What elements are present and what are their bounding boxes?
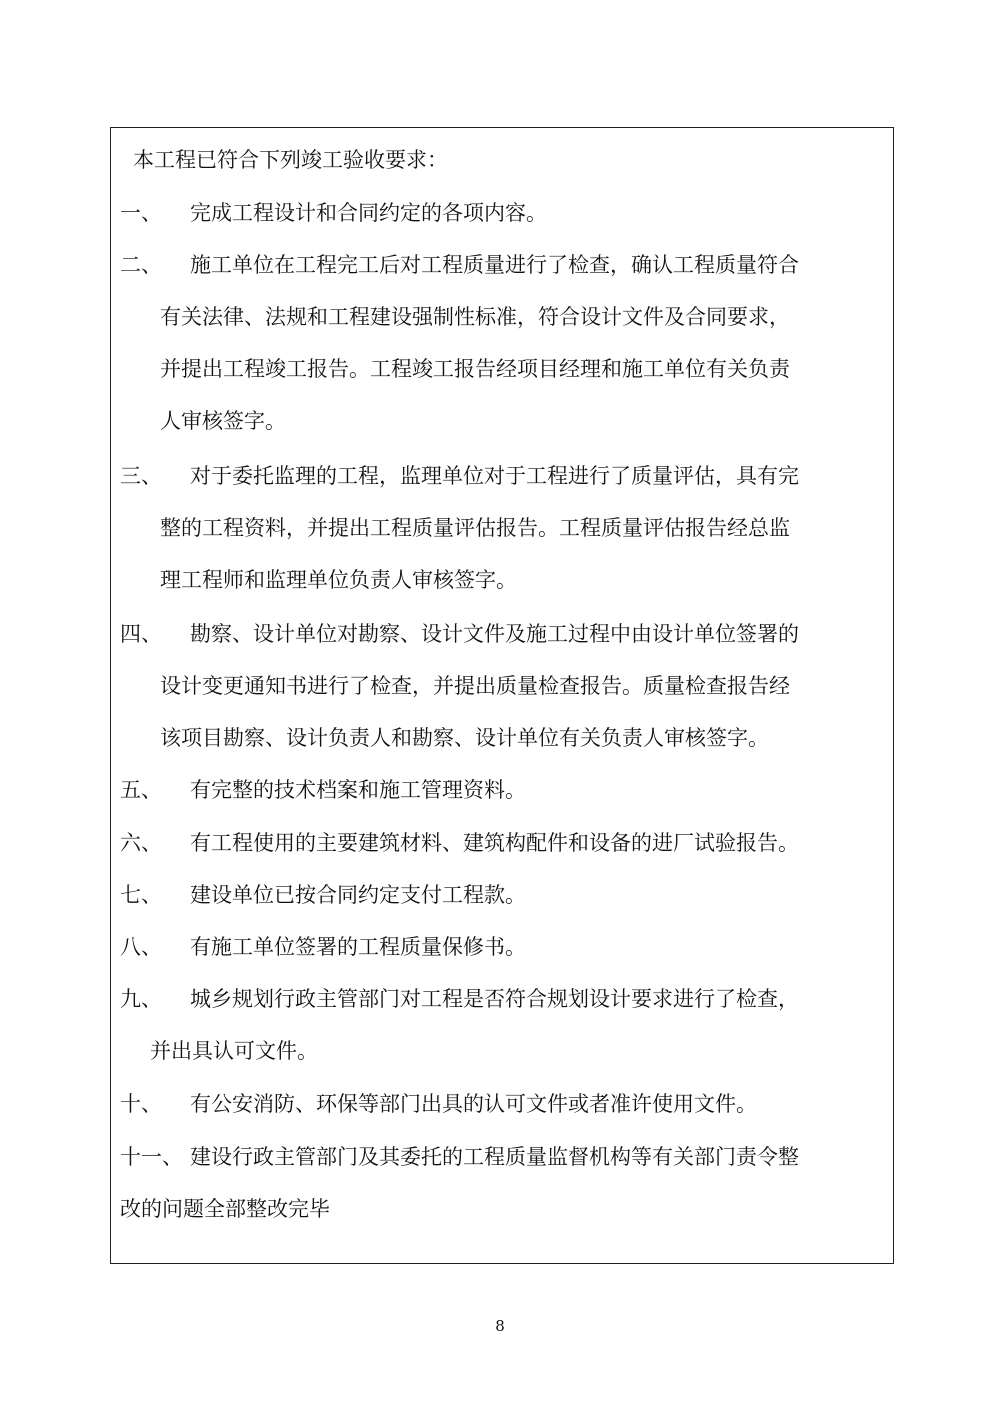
item-text-line: 对于委托监理的工程，监理单位对于工程进行了质量评估，具有完 <box>190 464 799 488</box>
item-text-line: 该项目勘察、设计负责人和勘察、设计单位有关负责人审核签字。 <box>160 726 769 750</box>
item-number: 五、 <box>120 778 162 802</box>
item-text-line: 施工单位在工程完工后对工程质量进行了检查，确认工程质量符合 <box>190 253 799 277</box>
item-number: 四、 <box>120 622 162 646</box>
item-text-line: 完成工程设计和合同约定的各项内容。 <box>190 201 547 225</box>
page-number: 8 <box>495 1317 505 1335</box>
item-text-line: 人审核签字。 <box>160 409 286 433</box>
item-text-line: 勘察、设计单位对勘察、设计文件及施工过程中由设计单位签署的 <box>190 622 799 646</box>
item-number: 十、 <box>120 1092 162 1116</box>
item-text-line: 建设单位已按合同约定支付工程款。 <box>190 883 526 907</box>
item-text-line: 改的问题全部整改完毕 <box>120 1197 330 1221</box>
item-text-line: 并提出工程竣工报告。工程竣工报告经项目经理和施工单位有关负责 <box>160 357 790 381</box>
intro-text: 本工程已符合下列竣工验收要求： <box>133 148 448 172</box>
item-text-line: 有公安消防、环保等部门出具的认可文件或者准许使用文件。 <box>190 1092 757 1116</box>
item-number: 六、 <box>120 831 162 855</box>
item-text-line: 建设行政主管部门及其委托的工程质量监督机构等有关部门责令整 <box>190 1145 799 1169</box>
item-text-line: 理工程师和监理单位负责人审核签字。 <box>160 568 517 592</box>
item-text-line: 有施工单位签署的工程质量保修书。 <box>190 935 526 959</box>
item-text-line: 有关法律、法规和工程建设强制性标准，符合设计文件及合同要求， <box>160 305 790 329</box>
item-text-line: 设计变更通知书进行了检查，并提出质量检查报告。质量检查报告经 <box>160 674 790 698</box>
item-text-line: 整的工程资料，并提出工程质量评估报告。工程质量评估报告经总监 <box>160 516 790 540</box>
item-number: 九、 <box>120 987 162 1011</box>
item-text-line: 有完整的技术档案和施工管理资料。 <box>190 778 526 802</box>
item-text-line: 并出具认可文件。 <box>150 1039 318 1063</box>
item-text-line: 有工程使用的主要建筑材料、建筑构配件和设备的进厂试验报告。 <box>190 831 799 855</box>
item-number: 一、 <box>120 201 162 225</box>
item-number: 七、 <box>120 883 162 907</box>
item-number: 八、 <box>120 935 162 959</box>
item-number: 三、 <box>120 464 162 488</box>
item-text-line: 城乡规划行政主管部门对工程是否符合规划设计要求进行了检查， <box>190 987 799 1011</box>
item-number: 二、 <box>120 253 162 277</box>
item-number: 十一、 <box>120 1145 183 1169</box>
